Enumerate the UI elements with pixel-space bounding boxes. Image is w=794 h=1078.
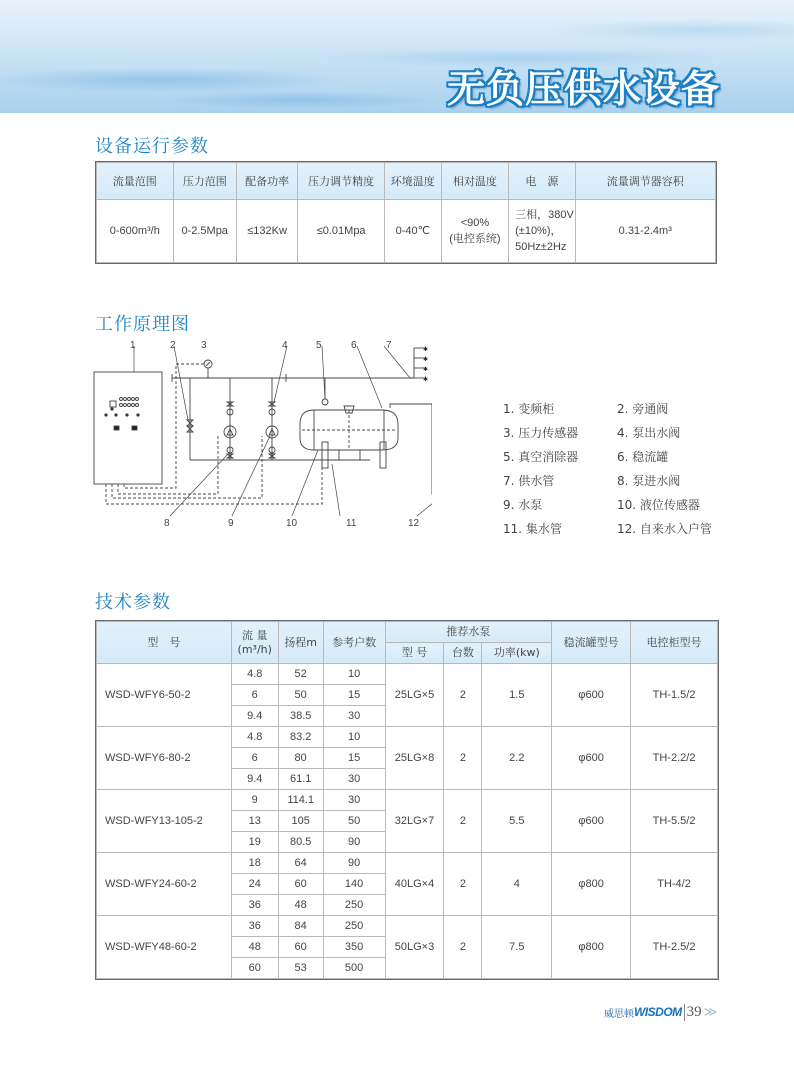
legend-item: 3. 压力传感器: [503, 426, 579, 440]
header-flow-label: 流 量: [241, 628, 268, 642]
header-cell: 相对温度: [441, 163, 508, 200]
callout-number: 3: [201, 340, 207, 351]
head-cell: 105: [278, 811, 323, 832]
callout-number: 7: [386, 340, 392, 351]
tech-params-table: [96, 621, 718, 979]
callout-number: 10: [286, 518, 298, 529]
flow-cell: 24: [231, 874, 278, 895]
tank-cell: φ600: [552, 790, 631, 853]
tech-table-body: [97, 664, 718, 979]
callout-number: 8: [164, 518, 170, 529]
pump-power-cell: 1.5: [482, 664, 552, 727]
pump-power-cell: 7.5: [482, 916, 552, 979]
header-flow-unit: (m³/h): [237, 642, 272, 656]
legend-item: 6. 稳流罐: [617, 450, 669, 464]
header-banner: [0, 0, 794, 113]
section-title-principle: 工作原理图: [95, 314, 190, 335]
pump-branch-1: [224, 378, 236, 460]
header-cell: 环境温度: [384, 163, 441, 200]
flow-cell: 13: [231, 811, 278, 832]
households-cell: 350: [323, 937, 385, 958]
header-cell: 流量调节器容积: [575, 163, 715, 200]
value-cell: 0-2.5Mpa: [173, 200, 236, 263]
flow-cell: 36: [231, 916, 278, 937]
pump-power-cell: 4: [482, 853, 552, 916]
header-cabinet: 电控柜型号: [631, 622, 718, 664]
households-cell: 15: [323, 748, 385, 769]
callout-number: 4: [282, 340, 288, 351]
flow-cell: 60: [231, 958, 278, 979]
pump-count-cell: 2: [444, 664, 482, 727]
cabinet-cell: TH-2.2/2: [631, 727, 718, 790]
households-cell: 140: [323, 874, 385, 895]
value-cell: ≤0.01Mpa: [298, 200, 384, 263]
cabinet-cell: TH-5.5/2: [631, 790, 718, 853]
legend-item: 8. 泵进水阀: [617, 474, 681, 488]
pump-model-cell: 40LG×4: [385, 853, 444, 916]
legend-item: 9. 水泵: [503, 498, 543, 512]
section-title-tech: 技术参数: [95, 592, 171, 613]
header-tank: 稳流罐型号: [552, 622, 631, 664]
pump-power-cell: 2.2: [482, 727, 552, 790]
cabinet-cell: TH-2.5/2: [631, 916, 718, 979]
legend-item: 10. 液位传感器: [617, 498, 700, 512]
page-number: 39: [684, 1004, 702, 1021]
model-cell: WSD-WFY6-50-2: [97, 664, 232, 727]
callout-number: 11: [346, 518, 357, 529]
section-title-operating: 设备运行参数: [95, 136, 209, 157]
households-cell: 15: [323, 685, 385, 706]
control-cabinet: [94, 372, 162, 484]
header-pump-model: 型 号: [385, 643, 444, 664]
pump-model-cell: 25LG×5: [385, 664, 444, 727]
flow-cell: 4.8: [231, 727, 278, 748]
tank-cell: φ800: [552, 916, 631, 979]
pump-power-cell: 5.5: [482, 790, 552, 853]
households-cell: 250: [323, 895, 385, 916]
flow-cell: 18: [231, 853, 278, 874]
pump-branch-2: [266, 378, 278, 460]
callout-number: 9: [228, 518, 234, 529]
model-cell: WSD-WFY48-60-2: [97, 916, 232, 979]
page-footer: [604, 1003, 713, 1021]
header-cell: 流量范围: [97, 163, 174, 200]
households-cell: 10: [323, 664, 385, 685]
legend-item: 7. 供水管: [503, 474, 555, 488]
head-cell: 60: [278, 937, 323, 958]
header-pump-power: 功率(kw): [482, 643, 552, 664]
callout-number: 1: [130, 340, 136, 351]
flow-cell: 36: [231, 895, 278, 916]
head-cell: 60: [278, 874, 323, 895]
cabinet-cell: TH-4/2: [631, 853, 718, 916]
flow-cell: 4.8: [231, 664, 278, 685]
head-cell: 80: [278, 748, 323, 769]
value-cell: <90% (电控系统): [441, 200, 508, 263]
value-cell: 0.31-2.4m³: [575, 200, 715, 263]
head-cell: 52: [278, 664, 323, 685]
table-row: [97, 664, 718, 685]
tank-cell: φ600: [552, 727, 631, 790]
tank-cell: φ800: [552, 853, 631, 916]
legend-item: 11. 集水管: [503, 522, 562, 536]
pump-model-cell: 32LG×7: [385, 790, 444, 853]
header-cell: 压力范围: [173, 163, 236, 200]
model-cell: WSD-WFY24-60-2: [97, 853, 232, 916]
households-cell: 10: [323, 727, 385, 748]
tank-cell: φ600: [552, 664, 631, 727]
pump-count-cell: 2: [444, 916, 482, 979]
pump-model-cell: 50LG×3: [385, 916, 444, 979]
svg-text:✱: ✱: [423, 357, 429, 363]
svg-text:✱: ✱: [423, 377, 429, 383]
households-cell: 30: [323, 706, 385, 727]
households-cell: 90: [323, 853, 385, 874]
households-cell: 90: [323, 832, 385, 853]
head-cell: 114.1: [278, 790, 323, 811]
cabinet-cell: TH-1.5/2: [631, 664, 718, 727]
households-cell: 30: [323, 790, 385, 811]
households-cell: 500: [323, 958, 385, 979]
svg-text:✱: ✱: [423, 347, 429, 353]
households-cell: 250: [323, 916, 385, 937]
pump-count-cell: 2: [444, 853, 482, 916]
header-pump-count: 台数: [444, 643, 482, 664]
head-cell: 50: [278, 685, 323, 706]
legend-item: 12. 自来水入户管: [617, 522, 712, 536]
header-model: 型 号: [97, 622, 232, 664]
model-cell: WSD-WFY13-105-2: [97, 790, 232, 853]
flow-cell: 19: [231, 832, 278, 853]
control-wiring: [106, 364, 322, 504]
head-cell: 48: [278, 895, 323, 916]
value-cell: 三相，380V (±10%)， 50Hz±2Hz: [509, 200, 575, 263]
table-row: [97, 200, 716, 263]
pump-count-cell: 2: [444, 790, 482, 853]
flow-cell: 6: [231, 685, 278, 706]
callout-number: 2: [170, 340, 176, 351]
callout-number: 12: [408, 518, 420, 529]
table-header-row: [97, 163, 716, 200]
head-cell: 38.5: [278, 706, 323, 727]
legend-item: 5. 真空消除器: [503, 450, 579, 464]
header-flow: [231, 622, 278, 664]
brand-name-cn: 威思顿: [604, 1008, 634, 1020]
legend-item: 2. 旁通阀: [617, 402, 669, 416]
flow-cell: 9.4: [231, 769, 278, 790]
value-cell: 0-40℃: [384, 200, 441, 263]
table-row: [97, 790, 718, 811]
pump-model-cell: 25LG×8: [385, 727, 444, 790]
vacuum-eliminator-icon: [322, 399, 328, 405]
header-households: 参考户数: [323, 622, 385, 664]
pump-count-cell: 2: [444, 727, 482, 790]
flow-cell: 9.4: [231, 706, 278, 727]
value-cell: 0-600m³/h: [97, 200, 174, 263]
households-cell: 50: [323, 811, 385, 832]
header-head: 扬程m: [278, 622, 323, 664]
supply-outlets: [414, 346, 428, 383]
level-sensor-icon: [322, 442, 328, 468]
callout-number: 6: [351, 340, 357, 351]
inlet-pipe: [390, 404, 432, 494]
working-principle-diagram: [92, 338, 432, 533]
header-cell: 电 源: [509, 163, 575, 200]
chevron-right-icon: ≫: [703, 1004, 714, 1019]
value-cell: ≤132Kw: [236, 200, 298, 263]
operating-params-table: [96, 162, 716, 263]
head-cell: 83.2: [278, 727, 323, 748]
header-cell: 压力调节精度: [298, 163, 384, 200]
head-cell: 64: [278, 853, 323, 874]
table-row: [97, 853, 718, 874]
cabinet-display: [110, 401, 116, 407]
table-row: [97, 727, 718, 748]
head-cell: 84: [278, 916, 323, 937]
flow-cell: 6: [231, 748, 278, 769]
flow-cell: 9: [231, 790, 278, 811]
header-cell: 配备功率: [236, 163, 298, 200]
brand-name-en: WISDOM: [634, 1005, 682, 1019]
flow-cell: 48: [231, 937, 278, 958]
page-title: 无负压供水设备: [446, 67, 720, 111]
callout-number: 5: [316, 340, 322, 351]
table-header-row: [97, 622, 718, 643]
head-cell: 53: [278, 958, 323, 979]
legend-item: 1. 变频柜: [503, 402, 555, 416]
model-cell: WSD-WFY6-80-2: [97, 727, 232, 790]
table-row: [97, 916, 718, 937]
head-cell: 80.5: [278, 832, 323, 853]
svg-text:✱: ✱: [423, 367, 429, 373]
header-pump-group: 推荐水泵: [385, 622, 552, 643]
households-cell: 30: [323, 769, 385, 790]
head-cell: 61.1: [278, 769, 323, 790]
callout-leaders: [134, 346, 432, 516]
legend-item: 4. 泵出水阀: [617, 426, 681, 440]
